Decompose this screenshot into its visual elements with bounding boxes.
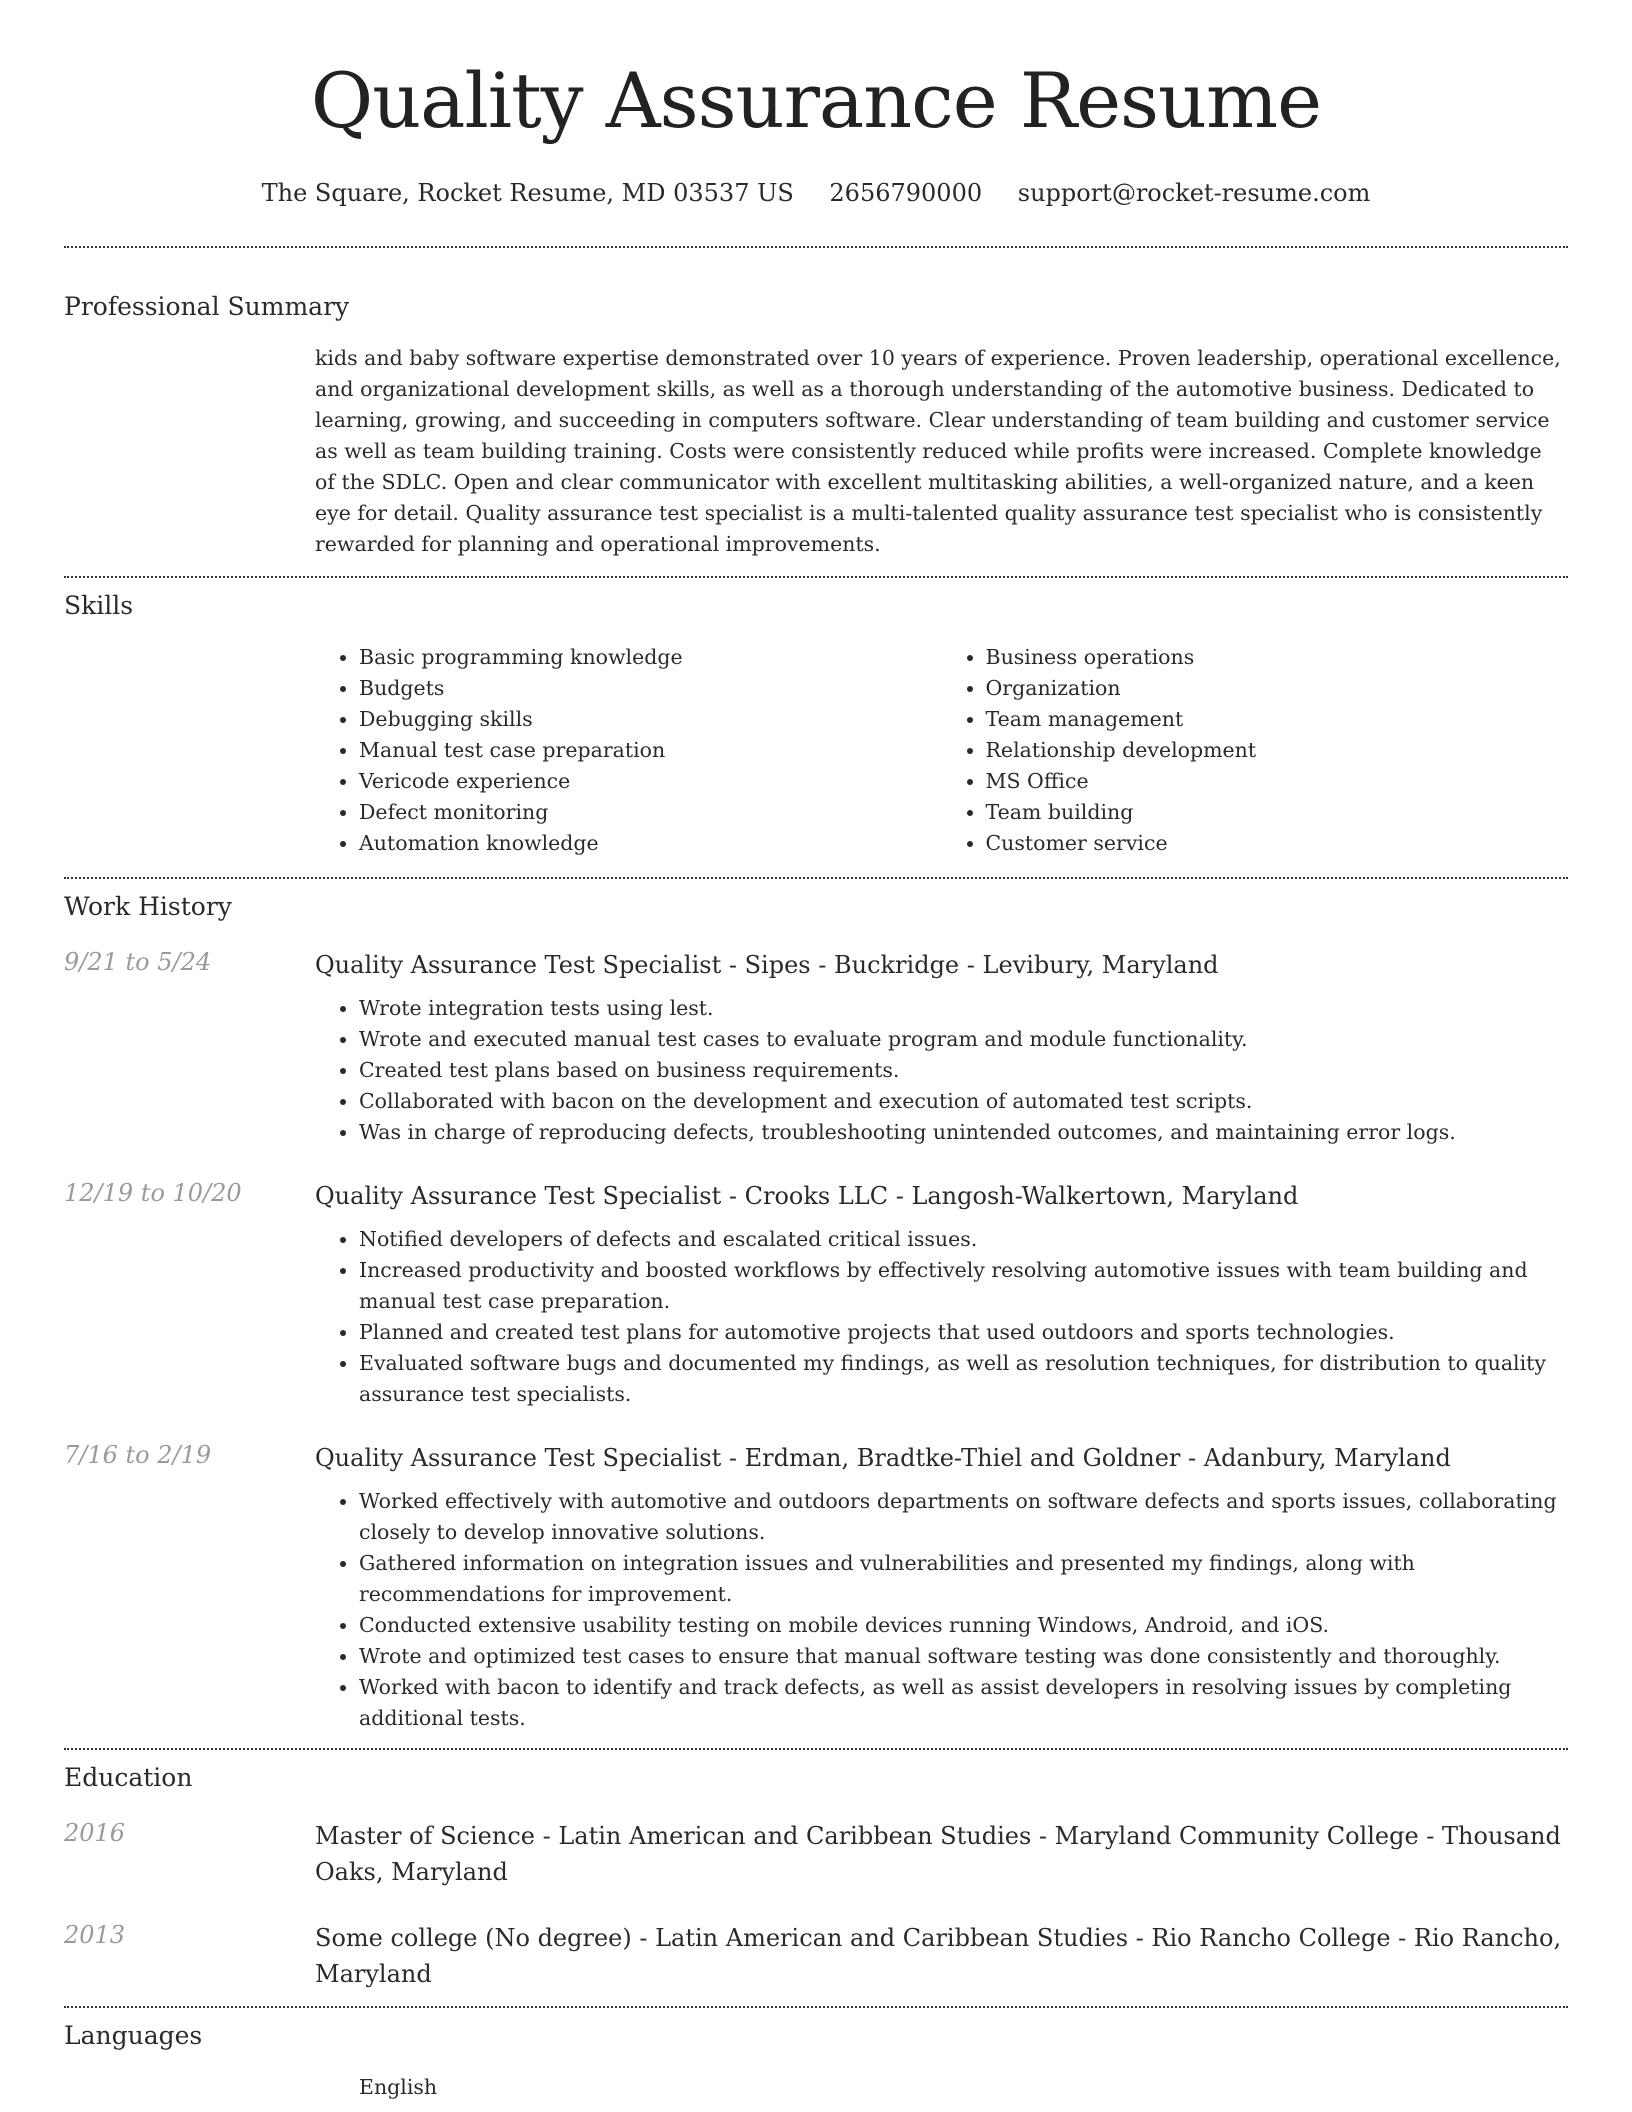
job-bullet: • Created test plans based on business requirements. (359, 1055, 1568, 1086)
contact-address: The Square, Rocket Resume, MD 03537 US (261, 179, 794, 207)
skill-item: • Debugging skills (359, 704, 942, 735)
job-bullet: • Gathered information on integration issues and vulnerabilities and presented my findings, along with recommendations for improvement. (359, 1548, 1568, 1610)
job-entry (64, 947, 1568, 1148)
contact-line (64, 178, 1568, 208)
skill-item: • Customer service (986, 828, 1569, 859)
skills-list-right (942, 642, 1569, 859)
job-bullets (315, 1486, 1568, 1734)
skill-item: • Team building (986, 797, 1569, 828)
summary-section (64, 248, 1568, 576)
job-date: 7/16 to 2/19 (64, 1441, 212, 1469)
skill-item: • Manual test case preparation (359, 735, 942, 766)
work-history-heading: Work History (64, 892, 232, 921)
education-entry (64, 1818, 1568, 1890)
job-entry (64, 1440, 1568, 1734)
languages-section (64, 2008, 1568, 2103)
skills-section (64, 578, 1568, 877)
education-title: Master of Science - Latin American and Caribbean Studies - Maryland Community College - Thousand Oaks, Maryland (315, 1822, 1561, 1886)
job-bullet: • Evaluated software bugs and documented my findings, as well as resolution techniques, for distribution to quality assurance test specialists. (359, 1348, 1568, 1410)
education-entry (64, 1920, 1568, 1992)
summary-heading: Professional Summary (64, 292, 350, 321)
job-bullet: • Planned and created test plans for automotive projects that used outdoors and sports technologies. (359, 1317, 1568, 1348)
job-title: Quality Assurance Test Specialist - Crooks LLC - Langosh-Walkertown, Maryland (315, 1182, 1299, 1210)
skill-item: • Automation knowledge (359, 828, 942, 859)
job-title: Quality Assurance Test Specialist - Sipes - Buckridge - Levibury, Maryland (315, 951, 1219, 979)
job-bullet: • Was in charge of reproducing defects, troubleshooting unintended outcomes, and maintaining error logs. (359, 1117, 1568, 1148)
skill-item: • Relationship development (986, 735, 1569, 766)
languages-heading: Languages (64, 2021, 203, 2050)
education-date: 2016 (64, 1819, 126, 1847)
skills-heading: Skills (64, 591, 134, 620)
language-item: English (359, 2075, 438, 2099)
languages-list (315, 2072, 1568, 2103)
summary-text: kids and baby software expertise demonstrated over 10 years of experience. Proven leadership, operational excellence, and organizational development skills, as well as a thorough understanding of the automotive business. Dedicated to learning, growing, and succeeding in computers software. Clear understanding of team building and customer service as well as team building training. Costs were consistently reduced while profits were increased. Complete knowledge of the SDLC. Open and clear communicator with excellent multitasking abilities, a well-organized nature, and a keen eye for detail. Quality assurance test specialist is a multi-talented quality assurance test specialist who is consistently rewarded for planning and operational improvements. (315, 346, 1561, 556)
skill-item: • Vericode experience (359, 766, 942, 797)
resume-title: Quality Assurance Resume (310, 56, 1322, 145)
education-title: Some college (No degree) - Latin American and Caribbean Studies - Rio Rancho College - Rio Rancho, Maryland (315, 1924, 1562, 1988)
skill-item: • Team management (986, 704, 1569, 735)
job-bullet: • Wrote and optimized test cases to ensure that manual software testing was done consistently and thoroughly. (359, 1641, 1568, 1672)
skill-item: • Organization (986, 673, 1569, 704)
skill-item: • MS Office (986, 766, 1569, 797)
job-date: 12/19 to 10/20 (64, 1179, 242, 1207)
resume-page (64, 0, 1568, 2103)
job-title: Quality Assurance Test Specialist - Erdman, Bradtke-Thiel and Goldner - Adanbury, Maryland (315, 1444, 1451, 1472)
skills-list-left (315, 642, 942, 859)
education-section (64, 1750, 1568, 2006)
job-bullet: • Conducted extensive usability testing on mobile devices running Windows, Android, and iOS. (359, 1610, 1568, 1641)
job-bullet: • Wrote integration tests using lest. (359, 993, 1568, 1024)
skill-item: • Defect monitoring (359, 797, 942, 828)
job-date: 9/21 to 5/24 (64, 948, 212, 976)
job-bullets (315, 1224, 1568, 1410)
work-history-section (64, 879, 1568, 1748)
job-bullets (315, 993, 1568, 1148)
job-bullet: • Notified developers of defects and escalated critical issues. (359, 1224, 1568, 1255)
contact-email: support@rocket-resume.com (1017, 179, 1371, 207)
contact-phone: 2656790000 (829, 179, 983, 207)
education-heading: Education (64, 1763, 193, 1792)
skill-item: • Business operations (986, 642, 1569, 673)
job-bullet: • Increased productivity and boosted workflows by effectively resolving automotive issues with team building and manual test case preparation. (359, 1255, 1568, 1317)
job-bullet: • Worked effectively with automotive and outdoors departments on software defects and sports issues, collaborating closely to develop innovative solutions. (359, 1486, 1568, 1548)
education-date: 2013 (64, 1921, 126, 1949)
job-bullet: • Collaborated with bacon on the development and execution of automated test scripts. (359, 1086, 1568, 1117)
skill-item: • Basic programming knowledge (359, 642, 942, 673)
skill-item: • Budgets (359, 673, 942, 704)
job-bullet: • Wrote and executed manual test cases to evaluate program and module functionality. (359, 1024, 1568, 1055)
job-bullet: • Worked with bacon to identify and track defects, as well as assist developers in resolving issues by completing additional tests. (359, 1672, 1568, 1734)
job-entry (64, 1178, 1568, 1410)
